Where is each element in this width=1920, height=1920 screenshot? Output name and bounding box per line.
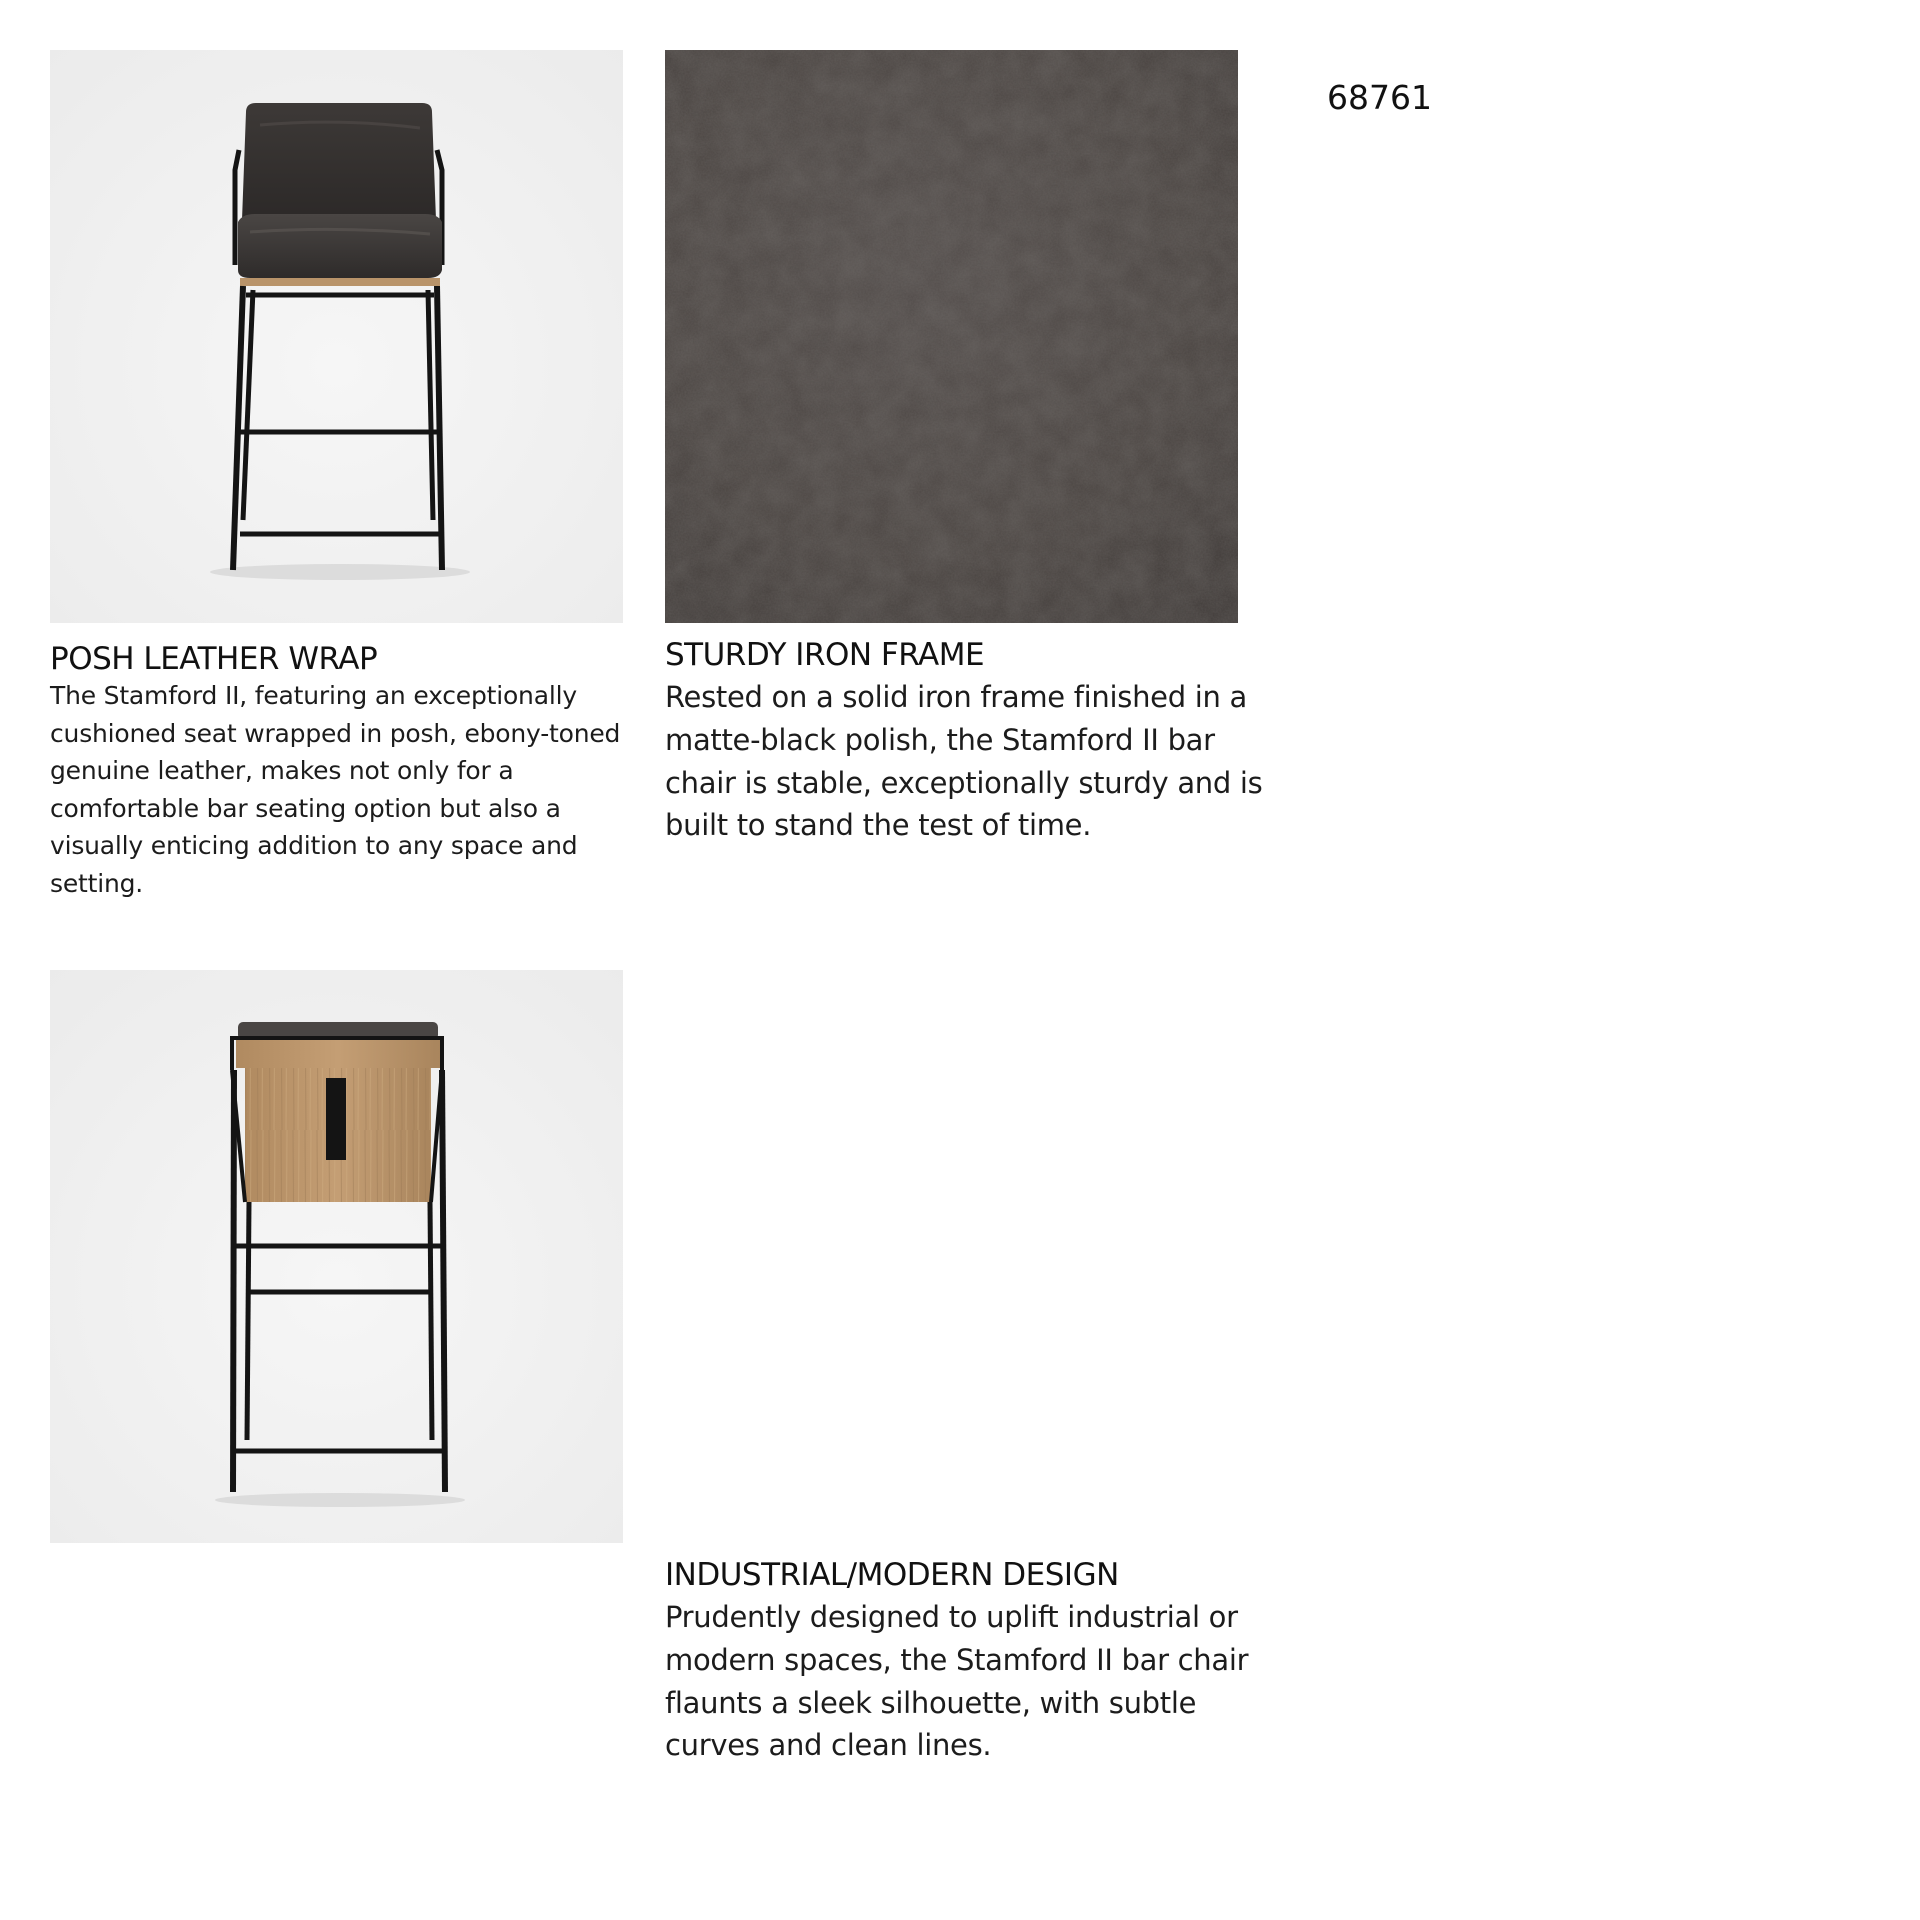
chair-front-photo bbox=[50, 50, 623, 623]
feature-heading-design: INDUSTRIAL/MODERN DESIGN bbox=[665, 1557, 1119, 1593]
leather-swatch-photo bbox=[665, 50, 1238, 623]
product-sku: 68761 bbox=[1327, 78, 1432, 117]
leather-texture bbox=[665, 50, 1238, 623]
feature-body-frame: Rested on a solid iron frame finished in a matte-black polish, the Stamford II bar chair is stable, exceptionally sturdy and is built to stand the test of time. bbox=[665, 680, 1263, 843]
feature-heading-frame: STURDY IRON FRAME bbox=[665, 637, 985, 673]
feature-body-leather: The Stamford II, featuring an exceptionally cushioned seat wrapped in posh, ebony-toned genuine leather, makes not only for a comfortable bar seating option but also a visually enticing addition to any space and setting. bbox=[50, 681, 621, 898]
feature-body-design: Prudently designed to uplift industrial or modern spaces, the Stamford II bar chair flaunts a sleek silhouette, with subtle curves and clean lines. bbox=[665, 1600, 1249, 1763]
feature-heading-leather: POSH LEATHER WRAP bbox=[50, 641, 378, 677]
chair-back-illustration bbox=[50, 970, 623, 1543]
chair-back-photo bbox=[50, 970, 623, 1543]
chair-front-illustration bbox=[50, 50, 623, 623]
